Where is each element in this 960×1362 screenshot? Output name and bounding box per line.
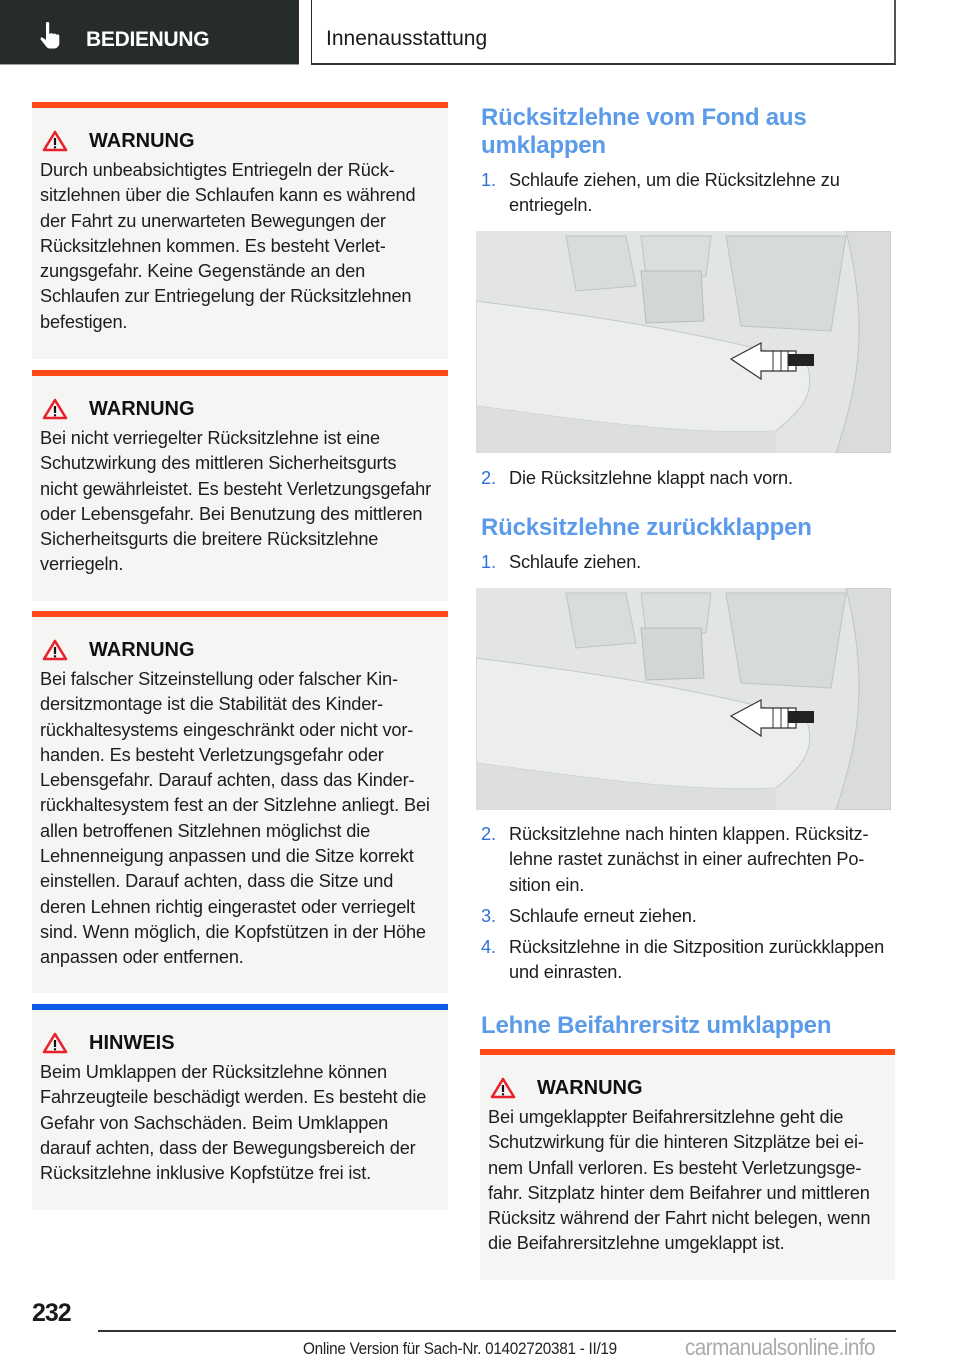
warning-text: Bei falscher Sitzeinstellung oder falscher Kindersitzmontage ist die Stabilität des Kinderrückhaltesystems eingeschränkt oder nicht vorhanden. Es besteht Verletzungsgefahr oder Lebensgefahr. Darauf achten, dass das Kinderrückhaltesystem fest an der Sitzlehne anliegt. Bei allen betroffenen Sitzlehnen möglichst die Lehnenneigung anpassen und die Sitze korrekt einstellen. Darauf achten, dass die Sitze und deren Lehnen richtig eingerastet oder verriegelt sind. Wenn möglich, die Kopfstützen in der Höhe anpassen oder entfernen. xyxy=(40,669,430,968)
heading-fold-back: Rücksitzlehne zurückklappen xyxy=(481,514,812,541)
warning-title: WARNUNG xyxy=(89,129,195,152)
chapter-header xyxy=(311,0,896,65)
heading-passenger-seat: Lehne Beifahrersitz umklappen xyxy=(481,1012,832,1039)
warning-title: WARNUNG xyxy=(537,1076,643,1099)
warning-box xyxy=(32,611,448,993)
warning-box xyxy=(480,1049,895,1280)
step-item: 2. Rücksitzlehne nach hinten klappen. Rücksitzlehne rastet zunächst in einer aufrechten Position ein. xyxy=(481,824,869,895)
note-box xyxy=(32,1004,448,1210)
warning-triangle-icon xyxy=(42,398,68,420)
page-number: 232 xyxy=(32,1299,71,1327)
warning-box xyxy=(32,370,448,601)
warning-text: Bei umgeklappter Beifahrersitzlehne geht die Schutzwirkung für die hinteren Sitzplätze bei einem Unfall verloren. Es besteht Verletzungsgefahr. Sitzplatz hinter dem Beifahrer und mittleren Rücksitz während der Fahrt nicht belegen, wenn die Beifahrersitzlehne umgeklappt ist. xyxy=(488,1107,871,1254)
warning-triangle-icon xyxy=(42,639,68,661)
step-item: 1. Schlaufe ziehen, um die Rücksitzlehne zu entriegeln. xyxy=(481,170,840,216)
footer-divider xyxy=(98,1330,896,1332)
note-title: HINWEIS xyxy=(89,1031,175,1054)
watermark: carmanualsonline.info xyxy=(685,1334,876,1360)
warning-triangle-icon xyxy=(490,1077,516,1099)
footer-text: Online Version für Sach-Nr. 01402720381 - II/19 xyxy=(303,1339,617,1358)
warning-text: Bei nicht verriegelter Rücksitzlehne ist eine Schutzwirkung des mittleren Sicherheitsgurts nicht gewährleistet. Es besteht Verletzungsgefahr oder Lebensgefahr. Bei Benutzung des mittleren Sicherheitsgurts die breitere Rücksitzlehne verriegeln. xyxy=(40,428,431,575)
section-header xyxy=(0,0,299,65)
hand-pointer-icon xyxy=(40,22,64,50)
warning-box xyxy=(32,102,448,359)
warning-triangle-icon xyxy=(42,130,68,152)
rear-seat-strap-illustration xyxy=(476,588,891,810)
step-item: 4. Rücksitzlehne in die Sitzposition zurückklappen und einrasten. xyxy=(481,937,885,983)
heading-fold-from-rear: Rücksitzlehne vom Fond aus umklappen xyxy=(481,104,807,159)
step-item: 1. Schlaufe ziehen. xyxy=(481,552,642,572)
note-text: Beim Umklappen der Rücksitzlehne können Fahrzeugteile beschädigt werden. Es besteht die Gefahr von Sachschäden. Beim Umklappen darauf achten, dass der Bewegungsbereich der Rücksitzlehne inklusive Kopfstütze frei ist. xyxy=(40,1062,427,1184)
warning-title: WARNUNG xyxy=(89,397,195,420)
chapter-title: Innenausstattung xyxy=(326,27,488,50)
section-title: BEDIENUNG xyxy=(86,28,210,51)
step-item: 2. Die Rücksitzlehne klappt nach vorn. xyxy=(481,468,793,488)
step-item: 3. Schlaufe erneut ziehen. xyxy=(481,906,697,926)
warning-title: WARNUNG xyxy=(89,638,195,661)
warning-text: Durch unbeabsichtigtes Entriegeln der Rücksitzlehnen über die Schlaufen kann es während der Fahrt zu unerwarteten Bewegungen der Rücksitzlehnen kommen. Es besteht Verletzungsgefahr. Keine Gegenstände an den Schlaufen zur Entriegelung der Rücksitzlehnen befestigen. xyxy=(40,160,416,332)
warning-triangle-icon xyxy=(42,1032,68,1054)
rear-seat-strap-illustration xyxy=(476,231,891,453)
